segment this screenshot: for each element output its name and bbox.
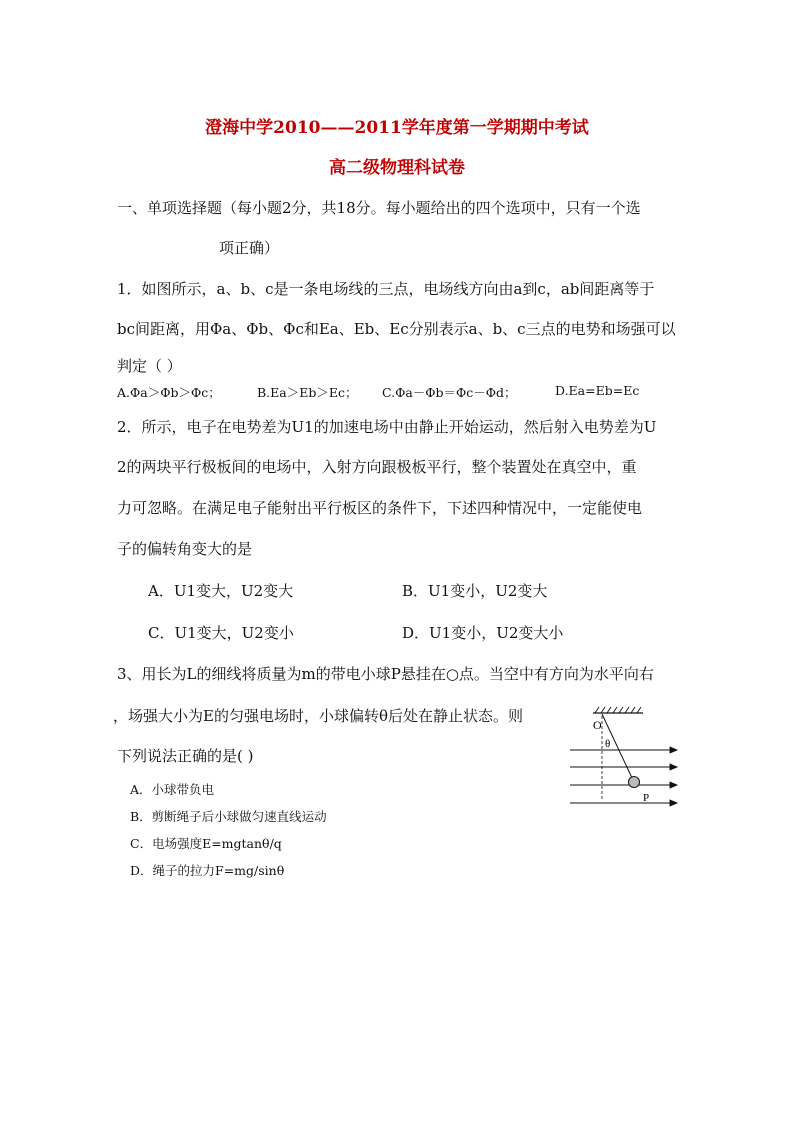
q2-line-3: 力可忽略。在满足电子能射出平行板区的条件下，下述四种情况中，一定能使电 (117, 499, 643, 517)
field-lines (570, 747, 677, 806)
exam-subtitle: 高二级物理科试卷 (329, 158, 465, 178)
exam-title: 澄海中学2010——2011学年度第一学期期中考试 (205, 118, 589, 138)
q1-option-c: C.Φa－Φb＝Φc－Φd； (382, 385, 517, 400)
q3-line-1: 3、用长为L的细线将质量为m的带电小球P悬挂在○点。当空中有方向为水平向右 (117, 665, 654, 683)
q1-line-3: 判定（ ） (117, 357, 182, 375)
q2-option-c: C．U1变大，U2变小 (148, 624, 294, 642)
q1-option-d: D.Ea=Eb=Ec (555, 383, 640, 398)
q1-line-1: 1．如图所示，a、b、c是一条电场线的三点，电场线方向由a到c，ab间距离等于 (117, 280, 655, 298)
label-theta: θ (605, 738, 611, 750)
q2-option-a: A．U1变大，U2变大 (148, 582, 294, 600)
q2-line-4: 子的偏转角变大的是 (117, 540, 253, 558)
pendulum-figure (565, 700, 685, 815)
q3-option-b: B．剪断绳子后小球做匀速直线运动 (130, 809, 327, 824)
q3-option-a: A．小球带负电 (130, 782, 215, 797)
q2-line-1: 2．所示，电子在电势差为U1的加速电场中由静止开始运动，然后射入电势差为U (117, 418, 657, 436)
label-o: O (593, 718, 602, 732)
section-heading: 一、单项选择题（每小题2分，共18分。每小题给出的四个选项中，只有一个选 (117, 199, 641, 217)
section-heading-cont: 项正确） (219, 239, 280, 257)
q2-option-d: D．U1变小，U2变大小 (402, 624, 564, 642)
q1-option-b: B.Ea＞Eb＞Ec； (257, 385, 358, 400)
q3-option-c: C．电场强度E=mgtanθ/q (130, 836, 282, 851)
q2-option-b: B．U1变小，U2变大 (402, 582, 548, 600)
q1-option-a: A.Φa＞Φb＞Φc； (117, 385, 221, 400)
q2-line-2: 2的两块平行极板间的电场中，入射方向跟极板平行，整个装置处在真空中，重 (117, 458, 637, 476)
ceiling-hatch (595, 707, 641, 713)
q3-option-d: D．绳子的拉力F=mg/sinθ (130, 863, 285, 878)
q3-line-3: 下列说法正确的是( ) (117, 747, 254, 765)
q3-line-2: ，场强大小为E的匀强电场时，小球偏转θ后处在静止状态。则 (113, 707, 523, 725)
label-p: P (643, 792, 650, 804)
charged-ball (629, 777, 640, 788)
q1-line-2: bc间距离，用Φa、Φb、Φc和Ea、Eb、Ec分别表示a、b、c三点的电势和场强可以 (117, 320, 676, 338)
